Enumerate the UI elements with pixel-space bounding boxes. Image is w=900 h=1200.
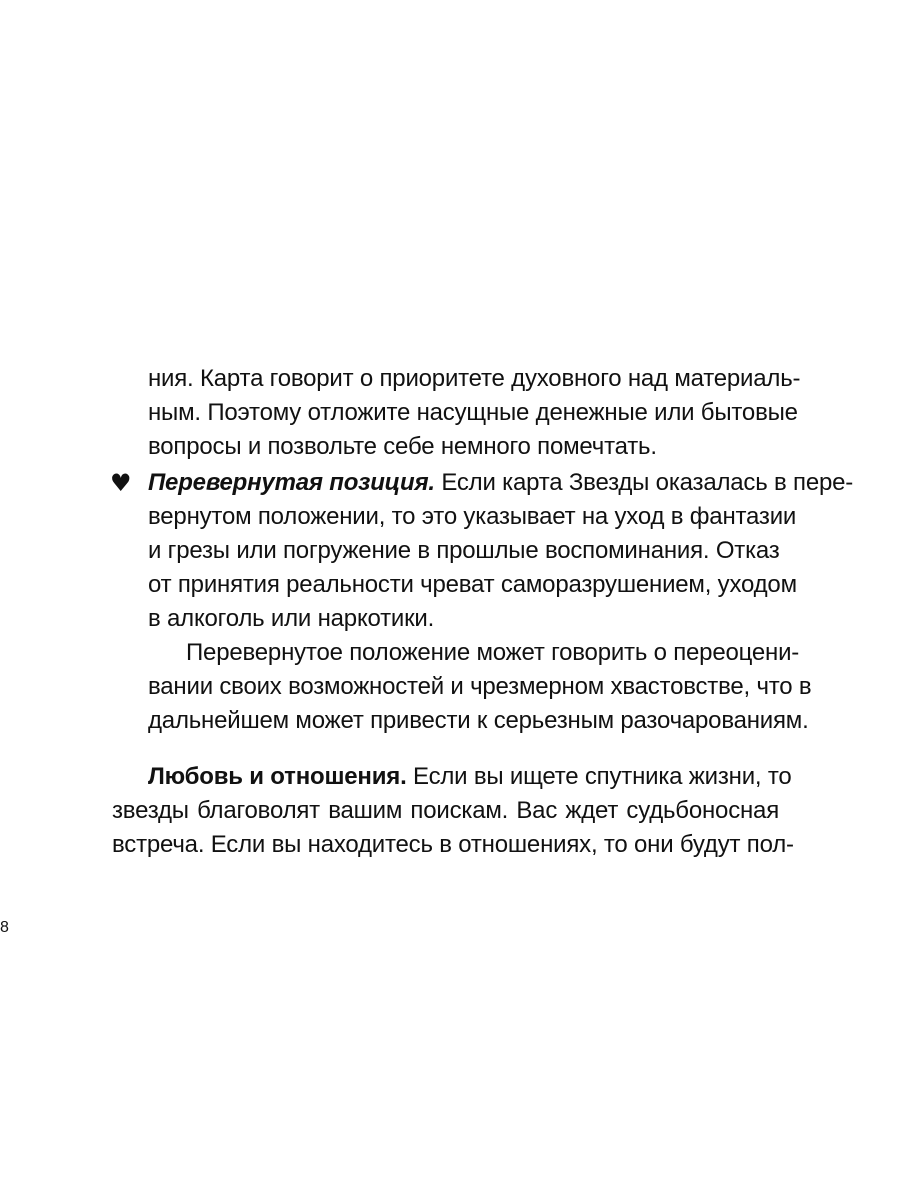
text-line: звезды благоволят вашим поискам. Вас ждет судьбоносная bbox=[112, 797, 779, 824]
text-line bbox=[148, 466, 854, 500]
love-heading: Любовь и отношения. bbox=[148, 763, 407, 790]
text-run: Если карта Звезды оказалась в пере- bbox=[434, 469, 854, 496]
text-line: вопросы и позвольте себе немного помечтать. bbox=[148, 433, 657, 460]
text-line: вании своих возможностей и чрезмерном хвастовстве, что в bbox=[148, 673, 812, 700]
text-line: дальнейшем может привести к серьезным разочарованиям. bbox=[148, 707, 809, 734]
text-line: вернутом положении, то это указывает на уход в фантазии bbox=[148, 503, 797, 530]
text-line: и грезы или погружение в прошлые воспоминания. Отказ bbox=[148, 537, 780, 564]
reversed-heading: Перевернутая позиция. bbox=[148, 469, 435, 496]
heart-bullet-icon: ♥ bbox=[110, 469, 132, 497]
text-line: Перевернутое положение может говорить о переоцени- bbox=[186, 639, 800, 666]
text-line: ным. Поэтому отложите насущные денежные или бытовые bbox=[148, 399, 798, 426]
text-line bbox=[148, 760, 792, 794]
text-line: встреча. Если вы находитесь в отношениях, то они будут пол- bbox=[112, 831, 794, 858]
text-run: Если вы ищете спутника жизни, то bbox=[406, 763, 792, 790]
text-line: в алкоголь или наркотики. bbox=[148, 605, 435, 632]
text-line: ния. Карта говорит о приоритете духовного над материаль- bbox=[148, 365, 801, 392]
page-number: 8 bbox=[0, 919, 9, 936]
text-line: от принятия реальности чреват саморазрушением, уходом bbox=[148, 571, 797, 598]
